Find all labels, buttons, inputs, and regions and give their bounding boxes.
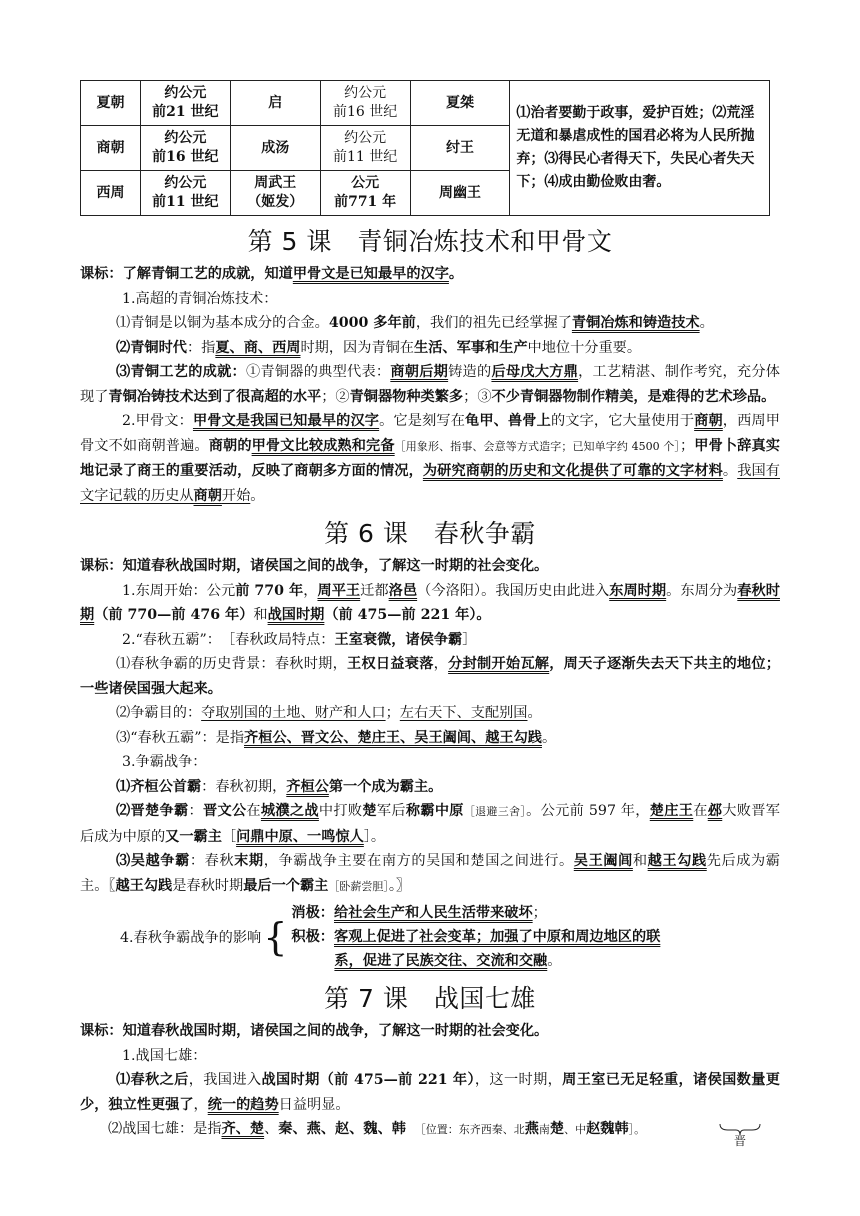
text: ，我国进入 (188, 1072, 262, 1088)
lesson-6-para-4 (80, 775, 780, 800)
text: 夏、商、西周 (215, 339, 301, 356)
impact-label: 4.春秋争霸战争的影响 (120, 930, 262, 946)
text: 客观上促进了社会变革；加强了中原和周边地区的联 (334, 929, 661, 945)
text: 战国时期（前 475—前 221 年） (261, 1072, 475, 1088)
text: ，西周甲骨文不如商朝普遍。 (80, 413, 780, 454)
start-date-line1: 约公元 (164, 175, 207, 191)
text: ； (532, 905, 547, 921)
lesson-6-para-1 (80, 652, 780, 701)
end-date-line2: 前11 世纪 (333, 149, 398, 165)
text: 甲骨文比较成熟和完备 (251, 437, 395, 454)
text: ］。 (363, 828, 386, 845)
text: ⑴春秋争霸的历史背景：春秋时期， (116, 656, 348, 672)
text: 甲骨文是已知最早的汉字 (292, 266, 449, 282)
text: ； (385, 705, 400, 721)
text: 2.“春秋五霸”： (122, 631, 214, 648)
text: 青铜器物种类繁多 (349, 388, 464, 405)
text: ； (679, 437, 695, 454)
text: 最后一个霸主 (243, 877, 329, 894)
text: 前 770 年 (235, 582, 304, 599)
text: 第一个成为霸主。 (328, 778, 443, 795)
start-date (140, 126, 230, 171)
text: 齐桓公 (286, 778, 329, 795)
text: ， (193, 1096, 208, 1113)
text: ⑴齐桓公首霸 (116, 778, 202, 795)
lesson-6-para-5 (80, 799, 780, 849)
text: （前 475—前 221 年）。 (324, 607, 491, 623)
text: ：指 (186, 339, 216, 356)
text: 给社会生产和人民生活带来破坏 (334, 905, 533, 921)
text: 末期 (234, 853, 264, 869)
table-row (81, 81, 770, 126)
text: ］。 (628, 1123, 646, 1136)
text: 铸造的 (448, 364, 492, 380)
text: 齐、楚 (221, 1121, 265, 1137)
text: ，争霸战争主要在南方的吴国和楚国之间进行。 (263, 853, 574, 869)
text: 的文字，它大量使用于 (550, 413, 695, 429)
text: ⑵战国七雄：是指 (108, 1121, 222, 1137)
war-impact (120, 901, 780, 973)
lesson-6-para-2 (80, 701, 780, 726)
text: 生活、军事和生产 (414, 339, 528, 356)
lesson-6-title: 第 6 课 春秋争霸 (324, 519, 536, 548)
lesson-6-curriculum: 课标：知道春秋战国时期，诸侯国之间的战争，了解这一时期的社会变化。 (80, 558, 549, 574)
text: 不少青铜器物制作精美，是难得的艺术珍品。 (491, 388, 776, 405)
text: 商朝的 (208, 437, 252, 454)
founder-line1: 成汤 (261, 139, 290, 156)
text: ⑴春秋之后 (116, 1072, 189, 1088)
text: 日益明显。 (278, 1096, 350, 1113)
lesson-6-section-2 (80, 628, 780, 653)
text: 夺取别国的土地、财产和人口 (201, 705, 386, 721)
text: 迁都 (360, 582, 389, 599)
founder-line2: （姬发） (247, 194, 304, 210)
text: ［卧薪尝胆］ (328, 879, 389, 893)
text: ⑶青铜工艺的成就： (116, 364, 246, 380)
text: 中地位十分重要。 (527, 339, 642, 356)
text: 。 (250, 487, 265, 504)
text: ⑶吴越争霸 (116, 853, 190, 869)
text: 。 (448, 266, 464, 282)
end-date (320, 81, 410, 126)
text: 开始 (221, 487, 251, 504)
dynasty-table (80, 80, 770, 216)
start-date-line2: 前11 世纪 (152, 194, 219, 210)
lesson-5-title: 第 5 课 青铜冶炼技术和甲骨文 (247, 227, 613, 256)
text: 燕 (524, 1121, 539, 1137)
text: 是春秋时期 (172, 877, 244, 894)
text: 。公元前 597 年， (526, 803, 650, 819)
text: 晋文公 (202, 803, 247, 819)
text: 和 (632, 853, 648, 869)
text: 青铜冶铸技术达到了很高超的水平 (108, 388, 322, 405)
lesson-5-curriculum (80, 262, 780, 287)
text: 称霸中原 (405, 803, 464, 819)
text: ；③ (463, 388, 492, 405)
text: 统一的趋势 (207, 1096, 279, 1113)
text: 积极： (291, 929, 334, 945)
text: 为研究商朝的历史和文化提供了可靠的文字材料 (422, 463, 723, 479)
text: ［ (221, 828, 237, 845)
lesson-7-para-2 (80, 1117, 780, 1143)
text: 齐桓公、晋文公、楚庄王、吴王阖闾、越王勾践 (244, 729, 542, 746)
text: 时期，因为青铜在 (300, 339, 414, 356)
text: 洛邑 (388, 582, 418, 599)
end-date-line2: 前771 年 (334, 194, 397, 210)
text: 。 (547, 953, 562, 969)
lesson-5-para-2 (80, 336, 780, 361)
text: 1.东周开始：公元 (122, 582, 236, 599)
text: 秦、燕、赵、魏、韩 (278, 1121, 406, 1137)
text: ⑵青铜时代 (116, 339, 187, 356)
text: 。它是刻写在 (379, 413, 466, 429)
text: ［春秋政局特点： (228, 631, 335, 648)
last-ruler: 纣王 (410, 126, 510, 171)
text: 青铜冶炼和铸造技术 (571, 315, 700, 331)
text: 甲骨卜辞真实地记录了商王的重要活动，反映了商朝多方面的情况， (80, 437, 780, 479)
text: ⑵争霸目的： (116, 705, 202, 721)
text: 我国有文字记载的历史从 (80, 463, 780, 504)
text: ①青铜器的典型代表： (245, 364, 391, 380)
dynasty-name: 夏朝 (81, 81, 141, 126)
lesson-5-para-3 (80, 360, 780, 409)
last-ruler: 周幽王 (410, 171, 510, 216)
text: ： (188, 803, 203, 819)
start-date (140, 81, 230, 126)
text: 中打败 (318, 803, 363, 819)
start-date-line1: 约公元 (164, 130, 207, 146)
end-date-line2: 前16 世纪 (333, 104, 398, 120)
lesson-5-section-1: 1.高超的青铜冶炼技术： (122, 290, 278, 307)
text: 后母戊大方鼎 (491, 364, 579, 380)
text: 先后成为霸主。〖 (80, 853, 780, 894)
founder (230, 171, 320, 216)
text: 商朝 (694, 413, 723, 429)
text: 王室衰微，诸侯争霸 (334, 631, 463, 648)
text: ［退避三舍］ (463, 805, 527, 818)
text: 、 (264, 1121, 279, 1137)
impact-positive-cont (291, 949, 660, 973)
text: 东周时期 (609, 582, 667, 599)
text: ， (433, 656, 449, 672)
lesson-5-para-1 (80, 311, 780, 336)
text: （今洛阳）。我国历史由此进入 (417, 582, 610, 599)
lesson-7-title: 第 7 课 战国七雄 (324, 984, 536, 1013)
text: ，周天子逐渐失去天下共主的地位；一些诸侯国强大起来。 (80, 656, 780, 697)
text: 越王勾践 (647, 853, 707, 869)
lesson-6-para-3 (80, 726, 780, 751)
lesson-7-para-1 (80, 1068, 780, 1117)
dynasty-name: 西周 (81, 171, 141, 216)
text: 楚 (549, 1121, 565, 1137)
text: ［用象形、指事、会意等方式造字；已知单字约 4500 个］ (394, 439, 680, 453)
impact-rows (291, 901, 660, 973)
text: 在 (693, 803, 708, 819)
text: 城濮之战 (260, 803, 319, 819)
text: 春秋时期 (80, 582, 780, 623)
text: 。〗 (388, 877, 411, 894)
text: 周王室已无足轻重，诸侯国数量更少，独立性更强了 (80, 1072, 780, 1113)
text: 又一霸主 (165, 828, 222, 845)
text: 问鼎中原、一鸣惊人 (236, 828, 364, 845)
text: 甲骨文是我国已知最早的汉字 (192, 413, 380, 429)
text: 消极： (291, 905, 334, 921)
text: 邲 (707, 803, 723, 819)
text: ［位置：东齐西秦、北 (420, 1123, 525, 1136)
founder (230, 81, 320, 126)
text: 龟甲、兽骨上 (465, 413, 551, 429)
text: 系，促进了民族交往、交流和交融 (334, 953, 548, 969)
brace-icon: { (263, 915, 288, 959)
start-date-line2: 前21 世纪 (152, 104, 219, 120)
last-ruler: 夏桀 (410, 81, 510, 126)
text: ⑶“春秋五霸”：是指 (116, 729, 245, 746)
text: （前 770—前 476 年） (94, 607, 254, 623)
text: 吴王阖闾 (573, 853, 633, 869)
impact-positive (291, 925, 660, 949)
text: 越王勾践 (115, 877, 173, 894)
text: ，工艺精湛、制作考究，充分体现了 (80, 364, 780, 405)
text: ，这一时期， (474, 1072, 563, 1088)
text: 战国时期 (267, 607, 325, 623)
page (80, 80, 780, 1143)
lesson-5-section-2 (80, 409, 780, 508)
lesson-7-curriculum: 课标：知道春秋战国时期，诸侯国之间的战争，了解这一时期的社会变化。 (80, 1023, 549, 1039)
text: 在 (246, 803, 261, 819)
text: 4000 多年前 (328, 315, 416, 331)
text: ：春秋初期， (201, 778, 287, 795)
start-date-line1: 约公元 (164, 85, 207, 101)
lesson-6-section-1 (80, 579, 780, 628)
text: ；② (321, 388, 350, 405)
founder-line1: 周武王 (254, 175, 297, 191)
lesson-6-section-3: 3.争霸战争： (122, 754, 207, 770)
text: 。东周分为 (666, 582, 738, 599)
jin-label: 晋 (734, 1134, 747, 1148)
historical-lesson: ⑴治者要勤于政事，爱护百姓；⑵荒淫无道和暴虐成性的国君必将为人民所抛弃；⑶得民心者得天下，失民心者失天下；⑷成由勤俭败由奢。 (510, 81, 770, 216)
text: 分封制开始瓦解 (448, 656, 550, 672)
text: 和 (253, 607, 268, 623)
lesson-6-para-6 (80, 849, 780, 899)
text: 商朝后期 (390, 364, 449, 380)
text: 、中 (564, 1123, 587, 1136)
text: 军后 (376, 803, 406, 819)
text: 。 (527, 705, 542, 721)
end-date (320, 126, 410, 171)
text: 课标：了解青铜工艺的成就，知道 (80, 266, 293, 282)
end-date-line1: 约公元 (344, 130, 387, 146)
text: 赵魏韩 (586, 1121, 629, 1137)
end-date (320, 171, 410, 216)
text: ：春秋 (189, 853, 235, 869)
text: 王权日益衰落 (347, 656, 434, 672)
text: ，我们的祖先已经掌握了 (415, 315, 572, 331)
founder (230, 126, 320, 171)
impact-negative (291, 901, 660, 925)
start-date (140, 171, 230, 216)
text: 。 (541, 729, 557, 746)
founder-line1: 启 (268, 94, 283, 111)
text: ⑴青铜是以铜为基本成分的合金。 (116, 315, 329, 331)
text: ⑵晋楚争霸 (116, 803, 189, 819)
text: ］ (462, 631, 477, 648)
start-date-line2: 前16 世纪 (152, 149, 219, 165)
end-date-line1: 约公元 (344, 85, 387, 101)
text: 2.甲骨文： (122, 413, 193, 429)
text: 左右天下、支配别国 (399, 705, 528, 721)
text: 商朝 (193, 487, 222, 504)
text: ， (303, 582, 318, 599)
text: 楚 (362, 803, 377, 819)
dynasty-name: 商朝 (81, 126, 141, 171)
text: 南 (538, 1123, 550, 1136)
lesson-7-section-1: 1.战国七雄： (122, 1047, 207, 1064)
text: 。 (722, 463, 738, 479)
text: 。 (699, 315, 714, 331)
end-date-line1: 公元 (351, 175, 380, 191)
text: 楚庄王 (649, 803, 694, 819)
text: 周平王 (317, 582, 361, 599)
text: 大败晋军后成为中原的 (80, 803, 780, 845)
